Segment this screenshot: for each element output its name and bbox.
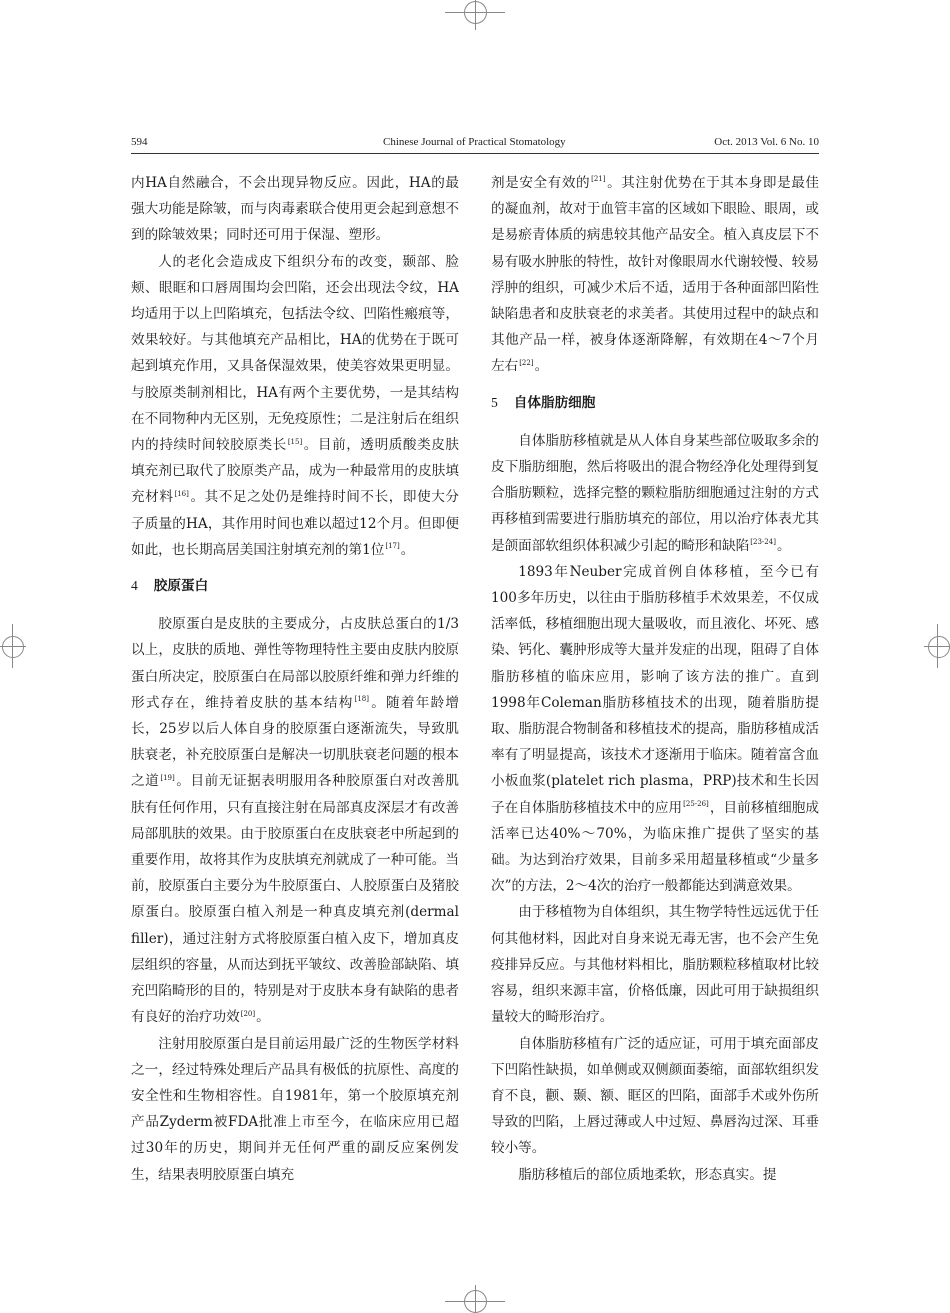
right-column	[491, 170, 819, 1188]
citation: [16]	[174, 489, 189, 498]
registration-mark-top	[445, 0, 505, 30]
paragraph: 注射用胶原蛋白是目前运用最广泛的生物医学材料之一，经过特殊处理后产品具有极低的抗原性、高度的安全性和生物相容性。自1981年，第一个胶原填充剂产品Zyderm被FDA批准上市至今，在临床应用已超过30年的历史，期间并无任何严重的副反应案例发生，结果表明胶原蛋白填充	[131, 1035, 459, 1183]
registration-mark-right	[924, 624, 950, 668]
citation: [19]	[160, 773, 175, 782]
running-header	[131, 136, 819, 152]
paragraph: 内HA自然融合，不会出现异物反应。因此，HA的最强大功能是除皱，而与肉毒素联合使用更会起到意想不到的除皱效果；同时还可用于保湿、塑形。	[131, 175, 459, 244]
paragraph: 人的老化会造成皮下组织分布的改变，颞部、脸颊、眼眶和口唇周围均会凹陷，还会出现法令纹，HA均适用于以上凹陷填充，包括法令纹、凹陷性瘢痕等，效果较好。与其他填充产品相比，HA的优势在于既可起到填充作用，又具备保湿效果，使美容效果更明显。与胶原类制剂相比，HA有两个主要优势，一是其结构在不同物种内无区别，无免疫原性；二是注射后在组织内的持续时间较胶原类长[15]。目前，透明质酸类皮肤填充剂已取代了胶原类产品，成为一种最常用的皮肤填充材料[16]。其不足之处仍是维持时间不长，即使大分子质量的HA，其作用时间也难以超过12个月。但即便如此，也长期高居美国注射填充剂的第1位[17]。	[131, 253, 460, 558]
header-rule	[131, 153, 819, 154]
citation: [15]	[287, 437, 303, 446]
citation: [17]	[385, 542, 400, 551]
left-column	[131, 170, 459, 1188]
issue-info: Oct. 2013 Vol. 6 No. 10	[714, 136, 819, 148]
registration-mark-bottom	[445, 1285, 505, 1313]
citation: [23-24]	[750, 538, 776, 547]
paragraph: 自体脂肪移植就是从人体自身某些部位吸取多余的皮下脂肪细胞，然后将吸出的混合物经净化处理得到复合脂肪颗粒，选择完整的颗粒脂肪细胞通过注射的方式再移植到需要进行脂肪填充的部位，用以治疗体表尤其是颌面部软组织体积减少引起的畸形和缺陷[23-24]。	[491, 432, 819, 554]
paragraph: 胶原蛋白是皮肤的主要成分，占皮肤总蛋白的1/3以上，皮肤的质地、弹性等物理特性主要由皮肤内胶原蛋白所决定，胶原蛋白在局部以胶原纤维和弹力纤维的形式存在，维持着皮肤的基本结构[18]。随着年龄增长，25岁以后人体自身的胶原蛋白逐渐流失，导致肌肤衰老，补充胶原蛋白是解决一切肌肤衰老问题的根本之道[19]。目前无证据表明服用各种胶原蛋白对改善肌肤有任何作用，只有直接注射在局部真皮深层才有改善局部肌肤的效果。由于胶原蛋白在皮肤衰老中所起到的重要作用，故将其作为皮肤填充剂就成了一种可能。当前，胶原蛋白主要分为牛胶原蛋白、人胶原蛋白及猪胶原蛋白。胶原蛋白植入剂是一种真皮填充剂(dermal filler)，通过注射方式将胶原蛋白植入皮下，增加真皮层组织的容量，从而达到抚平皱纹、改善脸部缺陷、填充凹陷畸形的目的，特别是对于皮肤本身有缺陷的患者有良好的治疗功效[20]。	[131, 616, 460, 1026]
registration-mark-left	[0, 624, 26, 668]
citation: [18]	[354, 695, 369, 704]
citation: [21]	[591, 175, 606, 184]
paragraph: 由于移植物为自体组织，其生物学特性远远优于任何其他材料，因此对自身来说无毒无害，也不会产生免疫排异反应。与其他材料相比，脂肪颗粒移植取材比较容易，组织来源丰富，价格低廉，因此可用于缺损组织量较大的畸形治疗。	[491, 904, 819, 1026]
paragraph: 1893年Neuber完成首例自体移植，至今已有100多年历史，以往由于脂肪移植手术效果差，不仅成活率低，移植细胞出现大量吸收，而且液化、坏死、感染、钙化、囊肿形成等大量并发症的出现，阻碍了自体脂肪移植的临床应用，影响了该方法的推广。直到1998年Coleman脂肪移植技术的出现，随着脂肪提取、脂肪混合物制备和移植技术的提高，脂肪移植成活率有了明显提高，该技术才逐渐用于临床。随着富含血小板血浆(platelet rich plasma，PRP)技术和生长因子在自体脂肪移植技术中的应用[25-26]，目前移植细胞成活率已达40%～70%，为临床推广提供了坚实的基础。为达到治疗效果，目前多采用超量移植或“少量多次”的方法，2～4次的治疗一般都能达到满意效果。	[491, 563, 820, 895]
paragraph: 剂是安全有效的[21]。其注射优势在于其本身即是最佳的凝血剂，故对于血管丰富的区域如下眼睑、眼周，或是易瘀青体质的病患较其他产品安全。植入真皮层下不易有吸水肿胀的特性，故针对像眼周水代谢较慢、较易浮肿的组织，可减少术后不适，适用于各种面部凹陷性缺陷患者和皮肤衰老的求美者。其使用过程中的缺点和其他产品一样，被身体逐渐降解，有效期在4～7个月左右[22]。	[491, 175, 820, 375]
paragraph: 脂肪移植后的部位质地柔软，形态真实。提	[518, 1166, 777, 1183]
section-heading-4: 4 胶原蛋白	[131, 578, 209, 595]
section-heading-5: 5 自体脂肪细胞	[491, 394, 596, 411]
journal-title: Chinese Journal of Practical Stomatology	[383, 136, 566, 148]
citation: [25-26]	[683, 800, 709, 809]
citation: [20]	[240, 1009, 256, 1018]
page-number: 594	[131, 136, 148, 148]
citation: [22]	[519, 358, 534, 367]
paragraph: 自体脂肪移植有广泛的适应证，可用于填充面部皮下凹陷性缺损，如单侧或双侧颜面萎缩，面部软组织发育不良，颧、颞、额、眶区的凹陷，面部手术或外伤所导致的凹陷，上唇过薄或人中过短、鼻唇沟过深、耳垂较小等。	[491, 1035, 819, 1157]
